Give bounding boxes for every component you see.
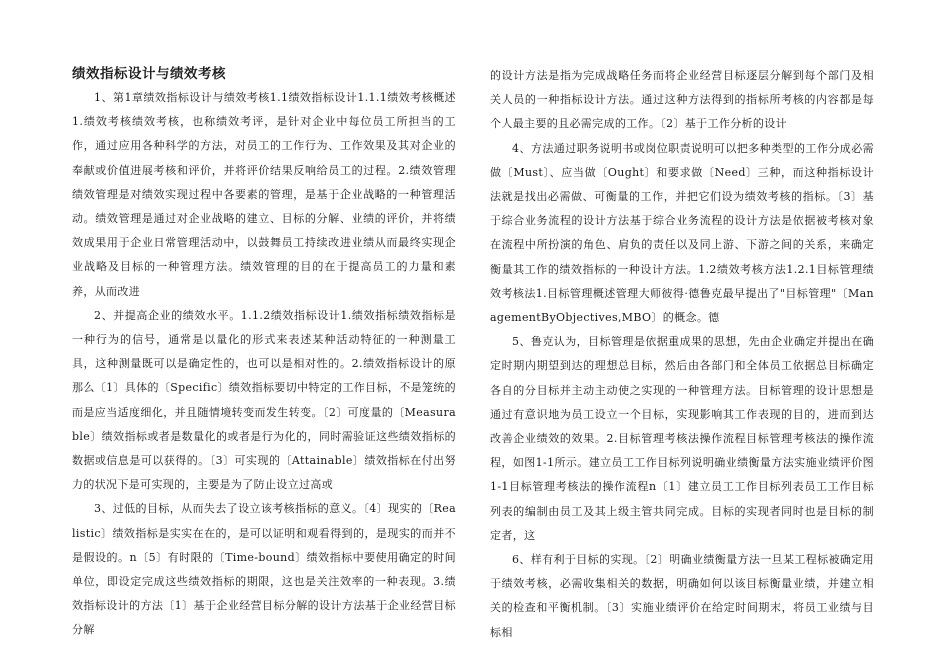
paragraph-5: 5、鲁克认为，目标管理是依据重成果的思想，先由企业确定并提出在确定时期内期望到达的理想总目标，然后由各部门和全体员工依据总目标确定各自的分目标并主动主动使之实现的一种管理方法。目标管理的设计思想是通过有意识地为员工设立一个目标，实现影响其工作表现的目的，进而到达改善企业绩效的效果。2.目标管理考核法操作流程目标管理考核法的操作流程，如图1-1所示。建立员工工作目标列说明确业绩衡量方法实施业绩评价图1-1目标管理考核法的操作流程n〔1〕建立员工工作目标列表员工工作目标列表的编制由员工及其上级主管共同完成。目标的实现者同时也是目标的制定者，这 [490,335,874,542]
document-title: 绩效指标设计与绩效考核 [72,66,226,82]
paragraph-1: 1、第1章绩效指标设计与绩效考核1.1绩效指标设计1.1.1绩效考核概述1.绩效考核绩效考核，也称绩效考评，是针对企业中每位员工所担当的工作，通过应用各种科学的方法，对员工的工作行为、工作效果及其对企业的奉献或价值进展考核和评价，并将评价结果反响给员工的过程。2.绩效管理绩效管理是对绩效实现过程中各要素的管理，是基于企业战略的一种管理活动。绩效管理是通过对企业战略的建立、目标的分解、业绩的评价，并将绩效成果用于企业日常管理活动中，以鼓舞员工持续改进业绩从而最终实现企业战略及目标的一种管理方法。绩效管理的目的在于提高员工的力量和素养，从而改进 [72,91,456,298]
paragraph-3-continued: 的设计方法是指为完成战略任务而将企业经营目标逐层分解到每个部门及相关人员的一种指标设计方法。通过这种方法得到的指标所考核的内容都是每个人最主要的且必需完成的工作。〔2〕基于工作分析的设计 [490,69,874,131]
paragraph-4: 4、方法通过职务说明书或岗位职责说明可以把多种类型的工作分成必需做〔Must〕、应当做〔Ought〕和要求做〔Need〕三种，而这种指标设计法就是找出必需做、可衡量的工作，并把它们设为绩效考核的指标。〔3〕基于综合业务流程的设计方法基于综合业务流程的设计方法是依据被考核对象在流程中所扮演的角色、肩负的责任以及同上游、下游之间的关系，来确定衡量其工作的绩效指标的一种设计方法。1.2绩效考核方法1.2.1目标管理绩效考核法1.目标管理概述管理大师彼得·德鲁克最早提出了"目标管理"〔ManagementByObjectives,MBO〕的概念。德 [490,141,874,325]
left-column [72,62,456,643]
paragraph-2: 2、并提高企业的绩效水平。1.1.2绩效指标设计1.绩效指标绩效指标是一种行为的信号，通常是以量化的形式来表述某种活动特征的一种测量工具，这种测量既可以是确定性的，也可以是相对性的。2.绩效指标设计的原那么〔1〕具体的〔Specific〕绩效指标要切中特定的工作目标，不是笼统的而是应当适度细化，并且随情境转变而发生转变。〔2〕可度量的〔Measurable〕绩效指标或者是数量化的或者是行为化的，同时需验证这些绩效指标的数据或信息是可以获得的。〔3〕可实现的〔Attainable〕绩效指标在付出努力的状况下是可实现的，主要是为了防止设立过高或 [72,308,456,492]
paragraph-6: 6、样有利于目标的实现。〔2〕明确业绩衡量方法一旦某工程标被确定用于绩效考核，必需收集相关的数据，明确如何以该目标衡量业绩，并建立相关的检查和平衡机制。〔3〕实施业绩评价在给定时间期末，将员工业绩与目标相 [490,553,874,639]
paragraph-3: 3、过低的目标，从而失去了设立该考核指标的意义。〔4〕现实的〔Realistic〕绩效指标是实实在在的，是可以证明和观看得到的，是现实的而并不是假设的。n〔5〕有时限的〔Time-bound〕绩效指标中要使用确定的时间单位，即设定完成这些绩效指标的期限，这也是关注效率的一种表现。3.绩效指标设计的方法〔1〕基于企业经营目标分解的设计方法基于企业经营目标分解 [72,502,456,637]
right-column [490,64,874,645]
